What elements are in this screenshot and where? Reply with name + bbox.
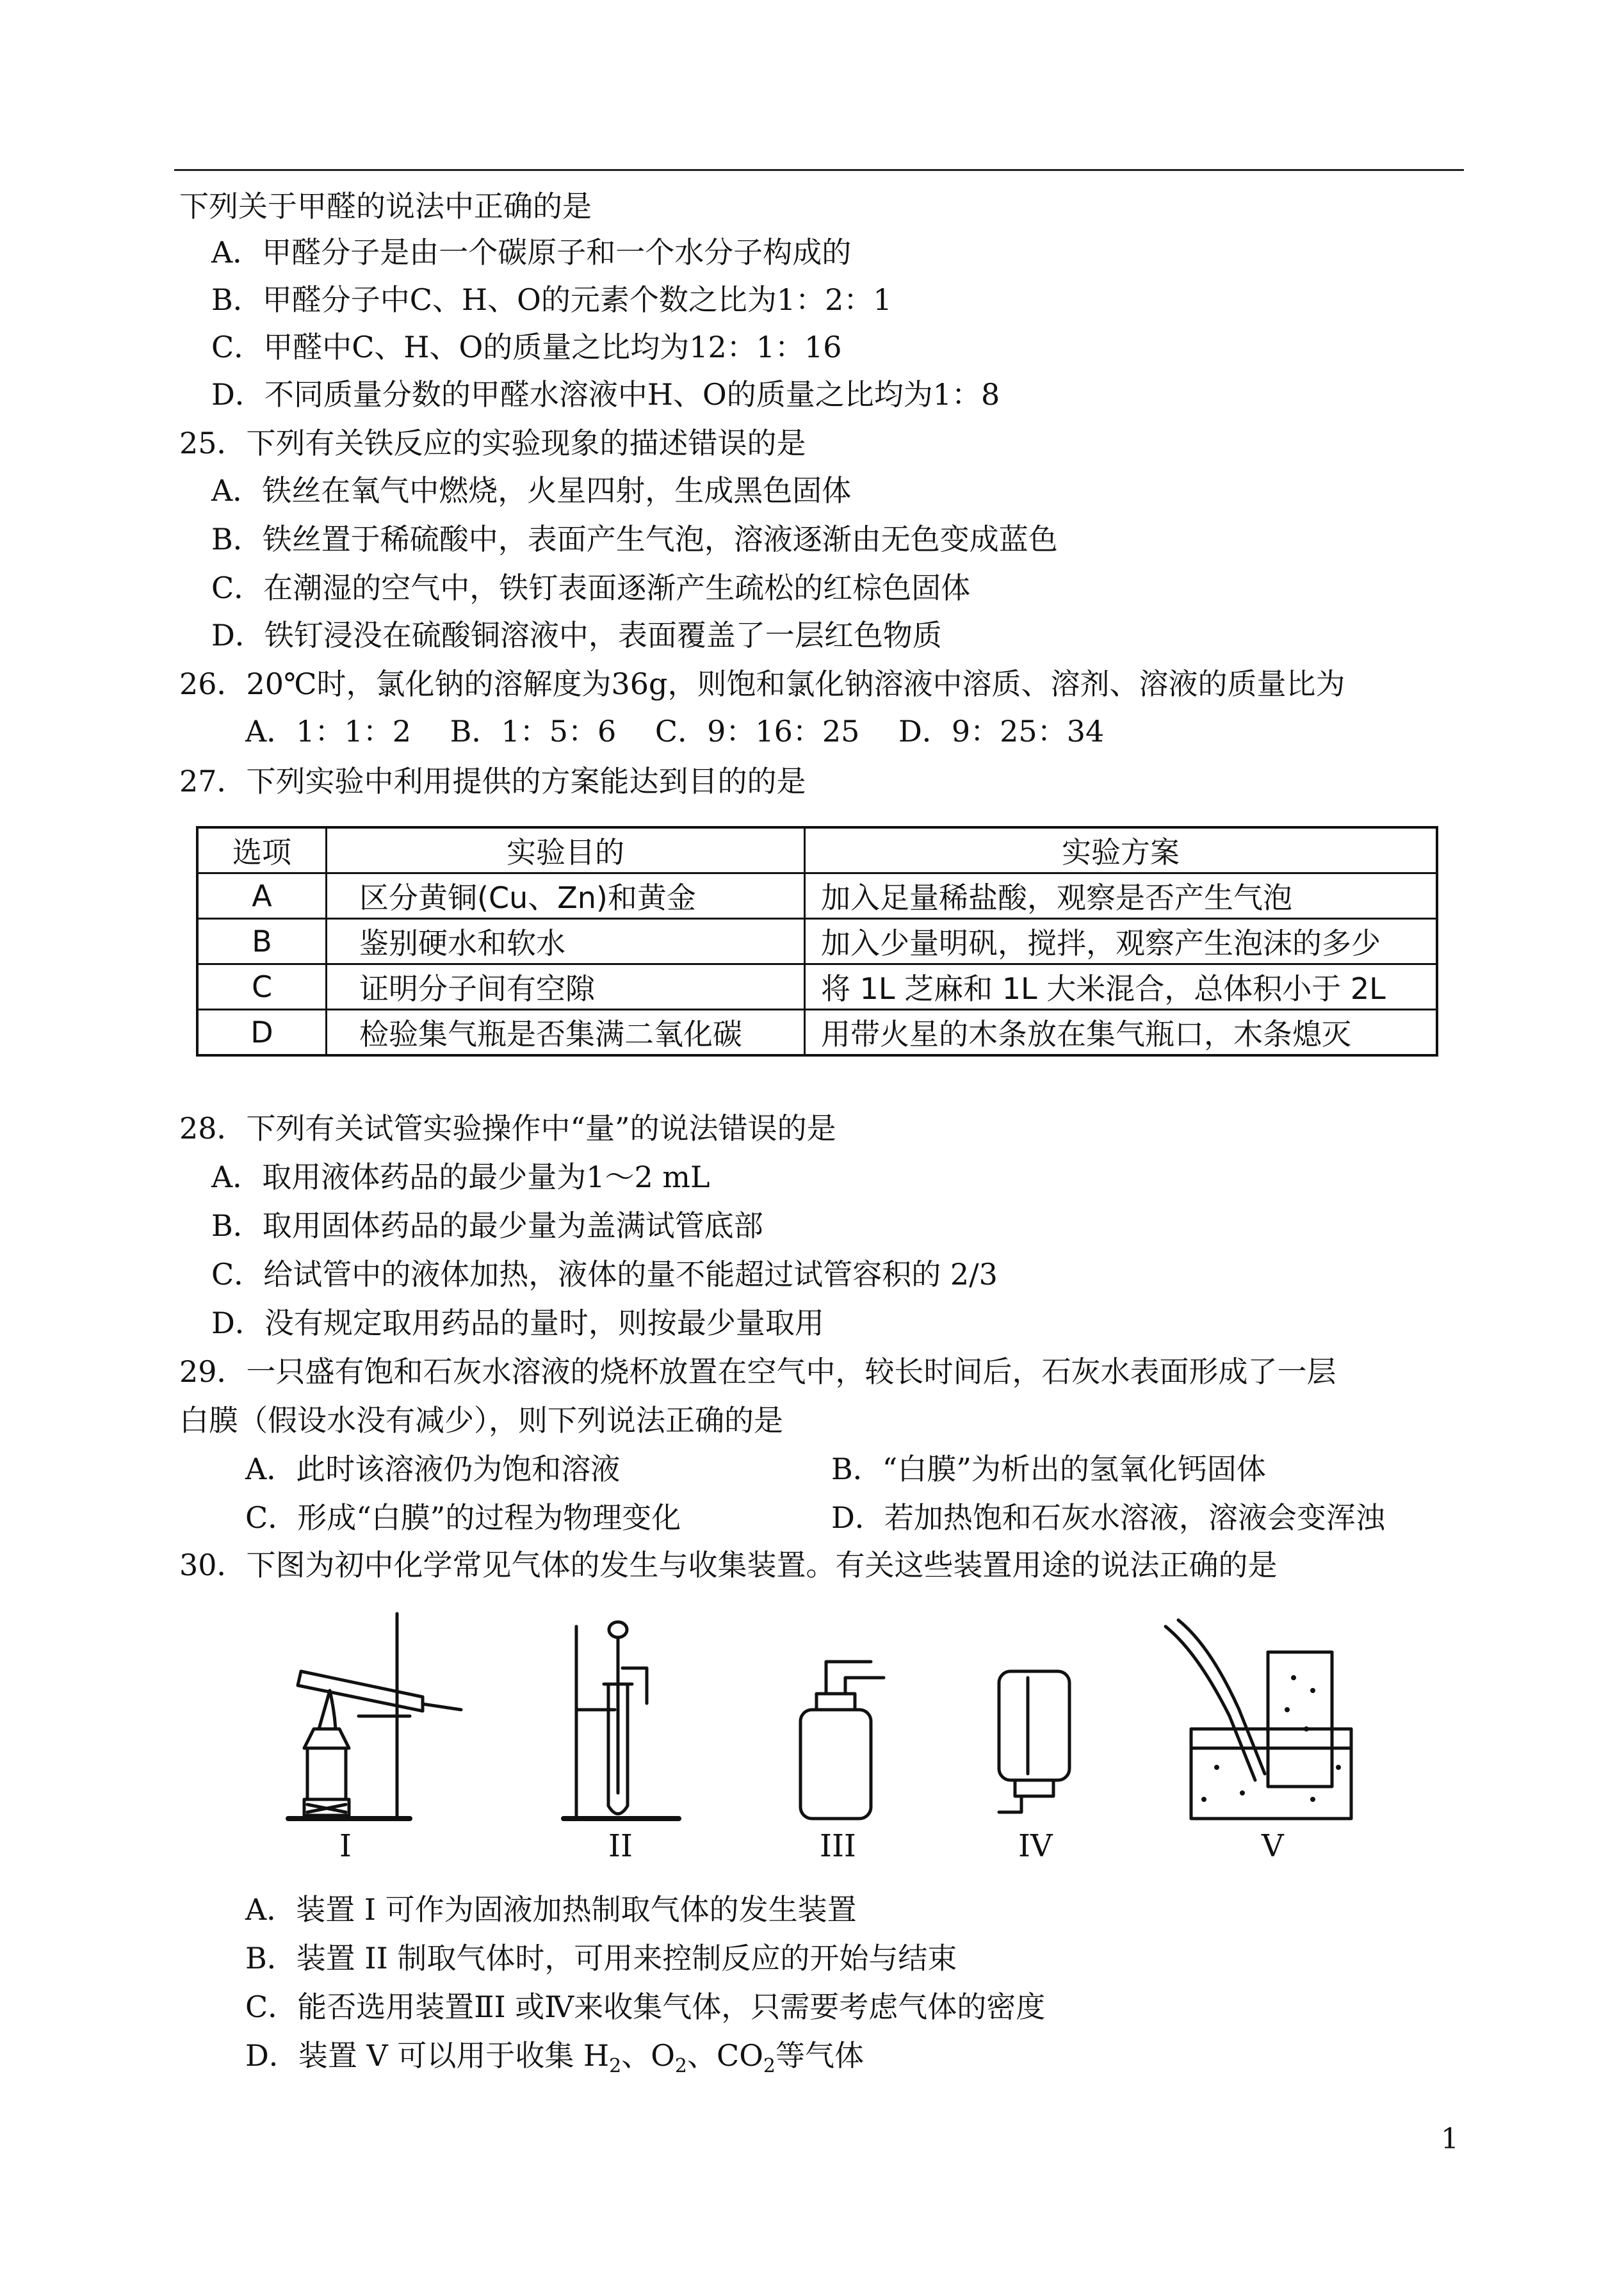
row-option: D — [197, 1010, 327, 1056]
option-c: C．甲醛中C、H、O的质量之比均为12：1：16 — [211, 330, 842, 364]
row-option: B — [197, 919, 327, 964]
q30-option-d-sep1: 、O — [621, 2038, 675, 2073]
q25-option-d: D．铁钉浸没在硫酸铜溶液中，表面覆盖了一层红色物质 — [211, 618, 942, 653]
option-a: A．甲醛分子是由一个碳原子和一个水分子构成的 — [211, 235, 852, 270]
subscript-2: 2 — [763, 2055, 776, 2078]
table-row — [197, 919, 1437, 964]
question-29-stem-line2: 白膜（假设水没有减少），则下列说法正确的是 — [179, 1403, 783, 1438]
question-27-stem: 27．下列实验中利用提供的方案能达到目的的是 — [179, 764, 806, 799]
question-29-stem-line1: 29．一只盛有饱和石灰水溶液的烧杯放置在空气中，较长时间后，石灰水表面形成了一层 — [179, 1354, 1336, 1389]
apparatus-figure — [269, 1601, 1370, 1870]
subscript-2: 2 — [674, 2055, 687, 2078]
q30-option-d-suffix: 等气体 — [775, 2038, 865, 2073]
q28-option-a: A．取用液体药品的最少量为1～2 mL — [211, 1160, 710, 1194]
row-option: A — [197, 873, 327, 919]
table-row — [197, 873, 1437, 919]
figure-label-ii: II — [608, 1828, 633, 1864]
question-26-stem: 26．20℃时，氯化钠的溶解度为36g，则饱和氯化钠溶液中溶质、溶剂、溶液的质量比为 — [179, 667, 1345, 701]
figure-label-iii: III — [820, 1828, 856, 1864]
apparatus-i-drawing — [288, 1614, 461, 1819]
experiment-table — [196, 826, 1438, 1057]
q30-option-d-prefix: D．装置 V 可以用于收集 H — [245, 2038, 610, 2073]
q29-option-b: B．“白膜”为析出的氢氧化钙固体 — [831, 1452, 1266, 1486]
header-plan: 实验方案 — [805, 827, 1438, 873]
q30-option-b: B．装置 II 制取气体时，可用来控制反应的开始与结束 — [245, 1941, 957, 1975]
q29-option-d: D．若加热饱和石灰水溶液，溶液会变浑浊 — [831, 1500, 1385, 1535]
q28-option-b: B．取用固体药品的最少量为盖满试管底部 — [211, 1208, 763, 1243]
q28-option-c: C．给试管中的液体加热，液体的量不能超过试管容积的 2/3 — [211, 1257, 998, 1292]
row-purpose: 检验集气瓶是否集满二氧化碳 — [327, 1010, 805, 1056]
table-header-row — [197, 827, 1437, 873]
q25-option-a: A．铁丝在氧气中燃烧，火星四射，生成黑色固体 — [211, 473, 852, 508]
header-rule — [174, 169, 1464, 171]
table-row — [197, 964, 1437, 1010]
header-option: 选项 — [197, 827, 327, 873]
q25-option-c: C．在潮湿的空气中，铁钉表面逐渐产生疏松的红棕色固体 — [211, 571, 971, 605]
question-stem: 下列关于甲醛的说法中正确的是 — [179, 189, 592, 223]
option-b: B．甲醛分子中C、H、O的元素个数之比为1：2：1 — [211, 282, 892, 317]
row-purpose: 证明分子间有空隙 — [327, 964, 805, 1010]
page-number: 1 — [1441, 2123, 1459, 2155]
figure-label-iv: IV — [1018, 1828, 1053, 1864]
question-28-stem: 28．下列有关试管实验操作中“量”的说法错误的是 — [179, 1111, 836, 1146]
subscript-2: 2 — [609, 2055, 622, 2078]
q29-option-c: C．形成“白膜”的过程为物理变化 — [245, 1500, 681, 1535]
row-purpose: 鉴别硬水和软水 — [327, 919, 805, 964]
q26-options: A．1：1：2 B．1：5：6 C．9：16：25 D．9：25：34 — [245, 714, 1105, 749]
q30-option-a: A．装置 I 可作为固液加热制取气体的发生装置 — [245, 1892, 857, 1927]
row-plan: 加入少量明矾，搅拌，观察产生泡沫的多少 — [805, 919, 1438, 964]
q25-option-b: B．铁丝置于稀硫酸中，表面产生气泡，溶液逐渐由无色变成蓝色 — [211, 522, 1058, 556]
apparatus-iii-drawing — [800, 1662, 884, 1819]
apparatus-ii-drawing — [564, 1622, 679, 1819]
q28-option-d: D．没有规定取用药品的量时，则按最少量取用 — [211, 1306, 824, 1340]
row-plan: 将 1L 芝麻和 1L 大米混合，总体积小于 2L — [805, 964, 1438, 1010]
apparatus-iv-drawing — [999, 1671, 1069, 1812]
figure-label-v: V — [1262, 1828, 1284, 1864]
header-purpose: 实验目的 — [327, 827, 805, 873]
row-plan: 用带火星的木条放在集气瓶口，木条熄灭 — [805, 1010, 1438, 1056]
question-30-stem: 30．下图为初中化学常见气体的发生与收集装置。有关这些装置用途的说法正确的是 — [179, 1548, 1278, 1582]
q30-option-d — [245, 2035, 864, 2087]
row-purpose: 区分黄铜(Cu、Zn)和黄金 — [327, 873, 805, 919]
option-d: D．不同质量分数的甲醛水溶液中H、O的质量之比均为1：8 — [211, 377, 1000, 412]
apparatus-v-drawing — [1165, 1620, 1351, 1819]
row-option: C — [197, 964, 327, 1010]
figure-label-i: I — [339, 1828, 352, 1864]
table-row — [197, 1010, 1437, 1056]
row-plan: 加入足量稀盐酸，观察是否产生气泡 — [805, 873, 1438, 919]
q30-option-c: C．能否选用装置ⅡI 或Ⅳ来收集气体，只需要考虑气体的密度 — [245, 1990, 1046, 2024]
question-25-stem: 25．下列有关铁反应的实验现象的描述错误的是 — [179, 426, 806, 460]
q30-option-d-sep2: 、CO — [687, 2038, 763, 2073]
q29-option-a: A．此时该溶液仍为饱和溶液 — [245, 1452, 621, 1486]
